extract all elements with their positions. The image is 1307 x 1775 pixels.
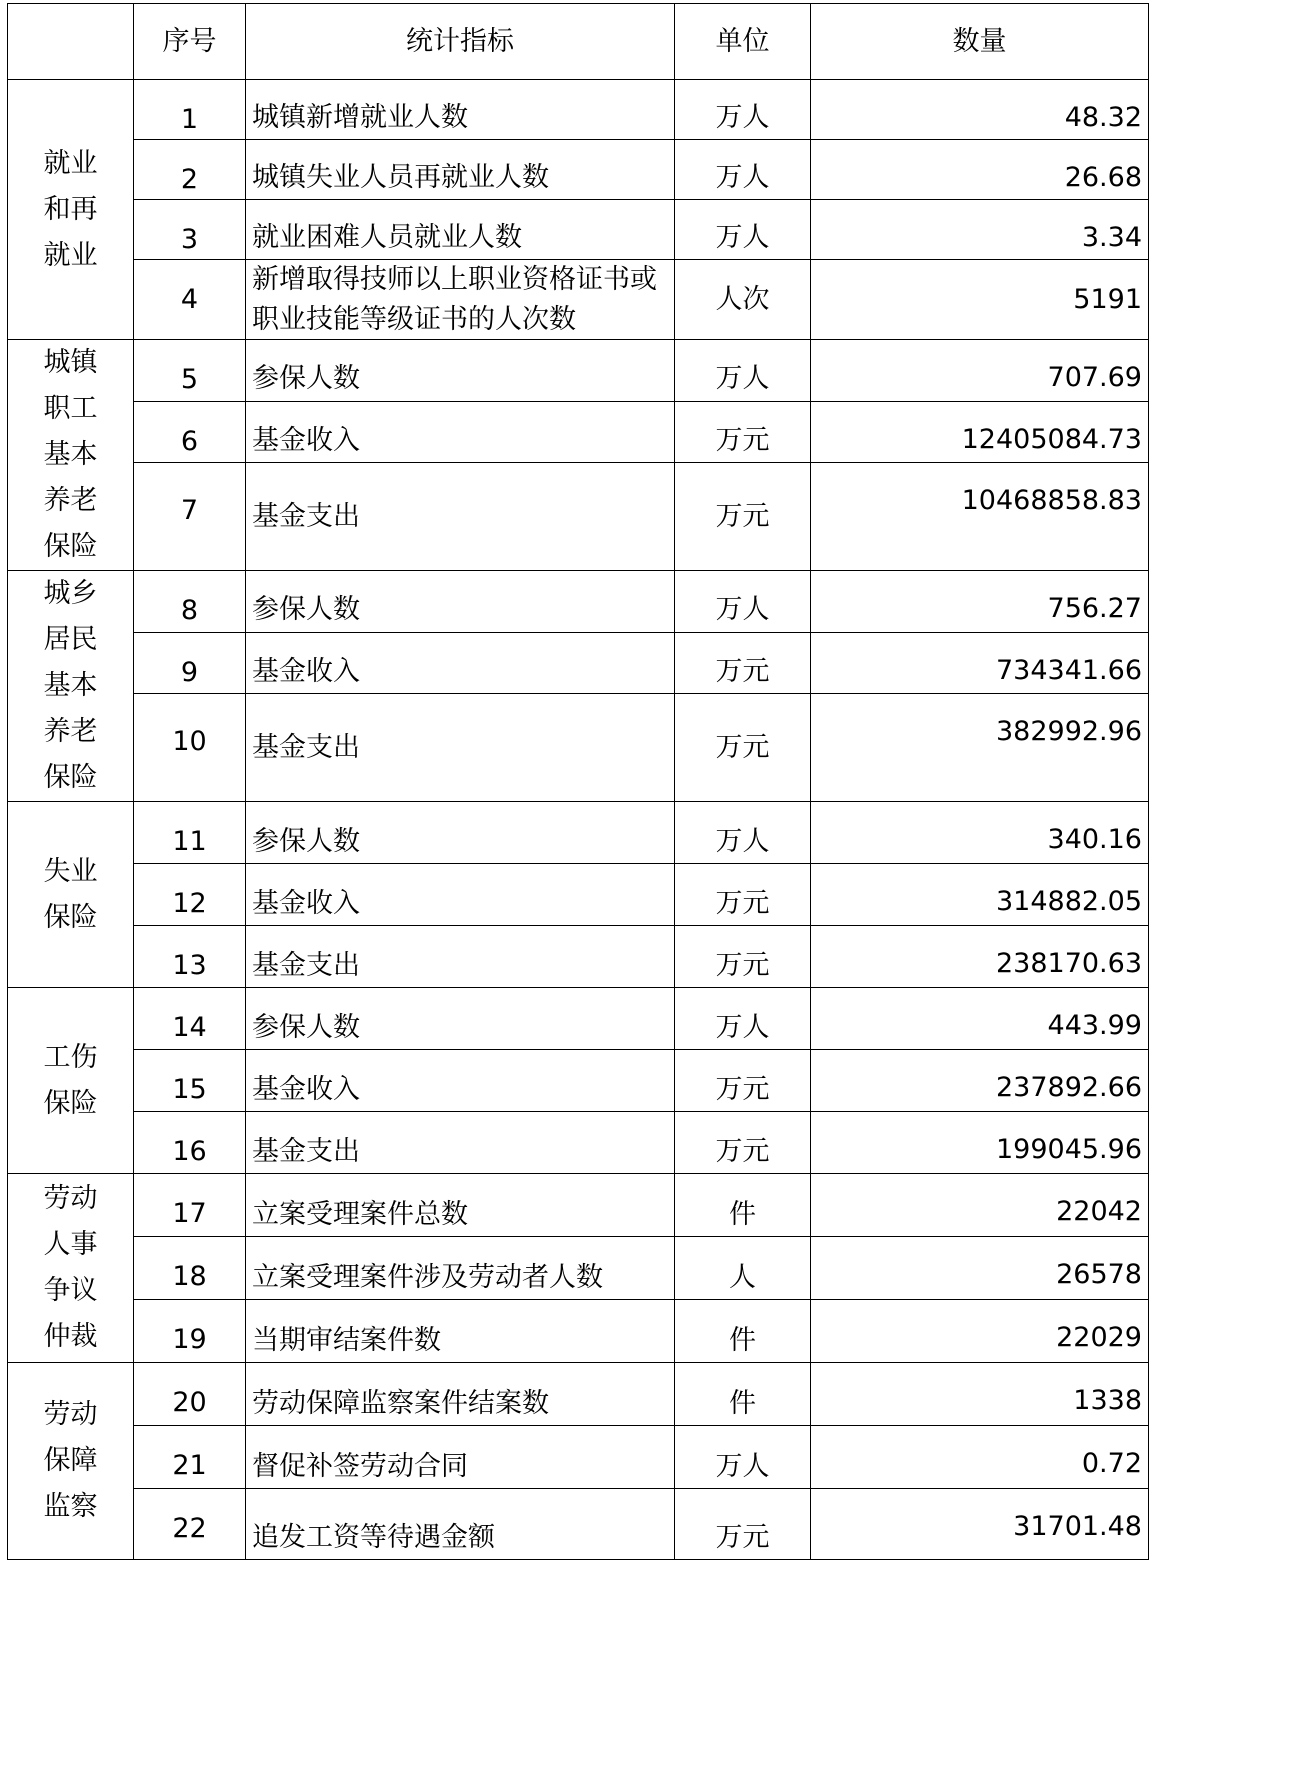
value-cell: 5191 bbox=[811, 260, 1149, 340]
seq-cell: 14 bbox=[134, 988, 246, 1050]
unit-cell: 万元 bbox=[675, 694, 811, 802]
table-row bbox=[8, 1489, 1149, 1560]
value-cell: 31701.48 bbox=[811, 1489, 1149, 1560]
table-row bbox=[8, 340, 1149, 402]
category-label: 就业和再就业 bbox=[43, 147, 98, 271]
seq-cell: 18 bbox=[134, 1237, 246, 1300]
table-row bbox=[8, 571, 1149, 633]
table-body bbox=[8, 80, 1149, 1560]
category-label: 劳动人事争议仲裁 bbox=[43, 1183, 98, 1352]
unit-cell: 万元 bbox=[675, 463, 811, 571]
table-row bbox=[8, 802, 1149, 864]
unit-cell: 万人 bbox=[675, 80, 811, 140]
value-cell: 22029 bbox=[811, 1300, 1149, 1363]
unit-cell: 万元 bbox=[675, 864, 811, 926]
indicator-cell: 基金支出 bbox=[246, 1112, 675, 1174]
statistics-table bbox=[7, 3, 1149, 1560]
table-row bbox=[8, 694, 1149, 802]
table-row bbox=[8, 1426, 1149, 1489]
category-cell bbox=[8, 340, 134, 571]
category-cell bbox=[8, 80, 134, 340]
unit-cell: 万元 bbox=[675, 1112, 811, 1174]
category-cell bbox=[8, 571, 134, 802]
unit-cell: 万元 bbox=[675, 1489, 811, 1560]
indicator-cell: 督促补签劳动合同 bbox=[246, 1426, 675, 1489]
indicator-cell: 追发工资等待遇金额 bbox=[246, 1489, 675, 1560]
category-cell bbox=[8, 1174, 134, 1363]
unit-cell: 件 bbox=[675, 1300, 811, 1363]
seq-cell: 5 bbox=[134, 340, 246, 402]
indicator-cell: 参保人数 bbox=[246, 802, 675, 864]
table-row bbox=[8, 1300, 1149, 1363]
category-label: 失业保险 bbox=[43, 855, 98, 933]
value-cell: 707.69 bbox=[811, 340, 1149, 402]
value-cell: 0.72 bbox=[811, 1426, 1149, 1489]
seq-cell: 17 bbox=[134, 1174, 246, 1237]
unit-cell: 万元 bbox=[675, 926, 811, 988]
unit-cell: 万人 bbox=[675, 571, 811, 633]
unit-cell: 件 bbox=[675, 1363, 811, 1426]
indicator-cell: 当期审结案件数 bbox=[246, 1300, 675, 1363]
table-row bbox=[8, 260, 1149, 340]
indicator-cell: 参保人数 bbox=[246, 988, 675, 1050]
seq-cell: 3 bbox=[134, 200, 246, 260]
indicator-cell: 基金收入 bbox=[246, 632, 675, 694]
value-cell: 443.99 bbox=[811, 988, 1149, 1050]
table-row bbox=[8, 1174, 1149, 1237]
indicator-cell: 基金收入 bbox=[246, 1050, 675, 1112]
seq-cell: 8 bbox=[134, 571, 246, 633]
header-unit: 单位 bbox=[675, 4, 811, 80]
header-category bbox=[8, 4, 134, 80]
table-row bbox=[8, 1237, 1149, 1300]
table-row bbox=[8, 1363, 1149, 1426]
value-cell: 3.34 bbox=[811, 200, 1149, 260]
value-cell: 22042 bbox=[811, 1174, 1149, 1237]
unit-cell: 人 bbox=[675, 1237, 811, 1300]
indicator-cell: 立案受理案件涉及劳动者人数 bbox=[246, 1237, 675, 1300]
value-cell: 1338 bbox=[811, 1363, 1149, 1426]
table-row bbox=[8, 864, 1149, 926]
seq-cell: 1 bbox=[134, 80, 246, 140]
seq-cell: 19 bbox=[134, 1300, 246, 1363]
value-cell: 199045.96 bbox=[811, 1112, 1149, 1174]
seq-cell: 2 bbox=[134, 140, 246, 200]
table-header-row bbox=[8, 4, 1149, 80]
indicator-cell: 基金支出 bbox=[246, 463, 675, 571]
indicator-cell: 城镇新增就业人数 bbox=[246, 80, 675, 140]
value-cell: 756.27 bbox=[811, 571, 1149, 633]
header-quantity: 数量 bbox=[811, 4, 1149, 80]
value-cell: 12405084.73 bbox=[811, 401, 1149, 463]
unit-cell: 万人 bbox=[675, 802, 811, 864]
table-row bbox=[8, 988, 1149, 1050]
indicator-cell: 参保人数 bbox=[246, 571, 675, 633]
seq-cell: 21 bbox=[134, 1426, 246, 1489]
table-row bbox=[8, 1112, 1149, 1174]
value-cell: 237892.66 bbox=[811, 1050, 1149, 1112]
unit-cell: 万元 bbox=[675, 1050, 811, 1112]
unit-cell: 万人 bbox=[675, 140, 811, 200]
indicator-cell: 劳动保障监察案件结案数 bbox=[246, 1363, 675, 1426]
value-cell: 10468858.83 bbox=[811, 463, 1149, 571]
table-row bbox=[8, 200, 1149, 260]
value-cell: 382992.96 bbox=[811, 694, 1149, 802]
indicator-cell: 城镇失业人员再就业人数 bbox=[246, 140, 675, 200]
seq-cell: 7 bbox=[134, 463, 246, 571]
indicator-cell: 基金支出 bbox=[246, 926, 675, 988]
unit-cell: 件 bbox=[675, 1174, 811, 1237]
unit-cell: 万元 bbox=[675, 401, 811, 463]
category-cell bbox=[8, 1363, 134, 1560]
unit-cell: 万元 bbox=[675, 632, 811, 694]
table-row bbox=[8, 926, 1149, 988]
indicator-cell: 基金收入 bbox=[246, 401, 675, 463]
unit-cell: 万人 bbox=[675, 988, 811, 1050]
category-label: 城乡居民基本养老保险 bbox=[43, 578, 98, 793]
category-cell bbox=[8, 988, 134, 1174]
category-label: 劳动保障监察 bbox=[43, 1399, 98, 1522]
indicator-cell: 基金收入 bbox=[246, 864, 675, 926]
category-label: 城镇职工基本养老保险 bbox=[43, 347, 98, 562]
value-cell: 340.16 bbox=[811, 802, 1149, 864]
seq-cell: 13 bbox=[134, 926, 246, 988]
unit-cell: 万人 bbox=[675, 200, 811, 260]
table-row bbox=[8, 463, 1149, 571]
seq-cell: 10 bbox=[134, 694, 246, 802]
value-cell: 48.32 bbox=[811, 80, 1149, 140]
indicator-cell: 新增取得技师以上职业资格证书或职业技能等级证书的人次数 bbox=[246, 260, 675, 340]
seq-cell: 11 bbox=[134, 802, 246, 864]
indicator-cell: 基金支出 bbox=[246, 694, 675, 802]
value-cell: 26578 bbox=[811, 1237, 1149, 1300]
value-cell: 734341.66 bbox=[811, 632, 1149, 694]
category-cell bbox=[8, 802, 134, 988]
unit-cell: 万人 bbox=[675, 340, 811, 402]
table-row bbox=[8, 140, 1149, 200]
seq-cell: 12 bbox=[134, 864, 246, 926]
category-label: 工伤保险 bbox=[43, 1041, 98, 1119]
value-cell: 26.68 bbox=[811, 140, 1149, 200]
value-cell: 314882.05 bbox=[811, 864, 1149, 926]
unit-cell: 人次 bbox=[675, 260, 811, 340]
table-row bbox=[8, 632, 1149, 694]
indicator-cell: 参保人数 bbox=[246, 340, 675, 402]
table-row bbox=[8, 80, 1149, 140]
seq-cell: 16 bbox=[134, 1112, 246, 1174]
seq-cell: 9 bbox=[134, 632, 246, 694]
seq-cell: 6 bbox=[134, 401, 246, 463]
header-indicator: 统计指标 bbox=[246, 4, 675, 80]
header-seq: 序号 bbox=[134, 4, 246, 80]
indicator-cell: 就业困难人员就业人数 bbox=[246, 200, 675, 260]
seq-cell: 15 bbox=[134, 1050, 246, 1112]
seq-cell: 22 bbox=[134, 1489, 246, 1560]
seq-cell: 20 bbox=[134, 1363, 246, 1426]
unit-cell: 万人 bbox=[675, 1426, 811, 1489]
seq-cell: 4 bbox=[134, 260, 246, 340]
table-row bbox=[8, 1050, 1149, 1112]
indicator-cell: 立案受理案件总数 bbox=[246, 1174, 675, 1237]
table-row bbox=[8, 401, 1149, 463]
value-cell: 238170.63 bbox=[811, 926, 1149, 988]
